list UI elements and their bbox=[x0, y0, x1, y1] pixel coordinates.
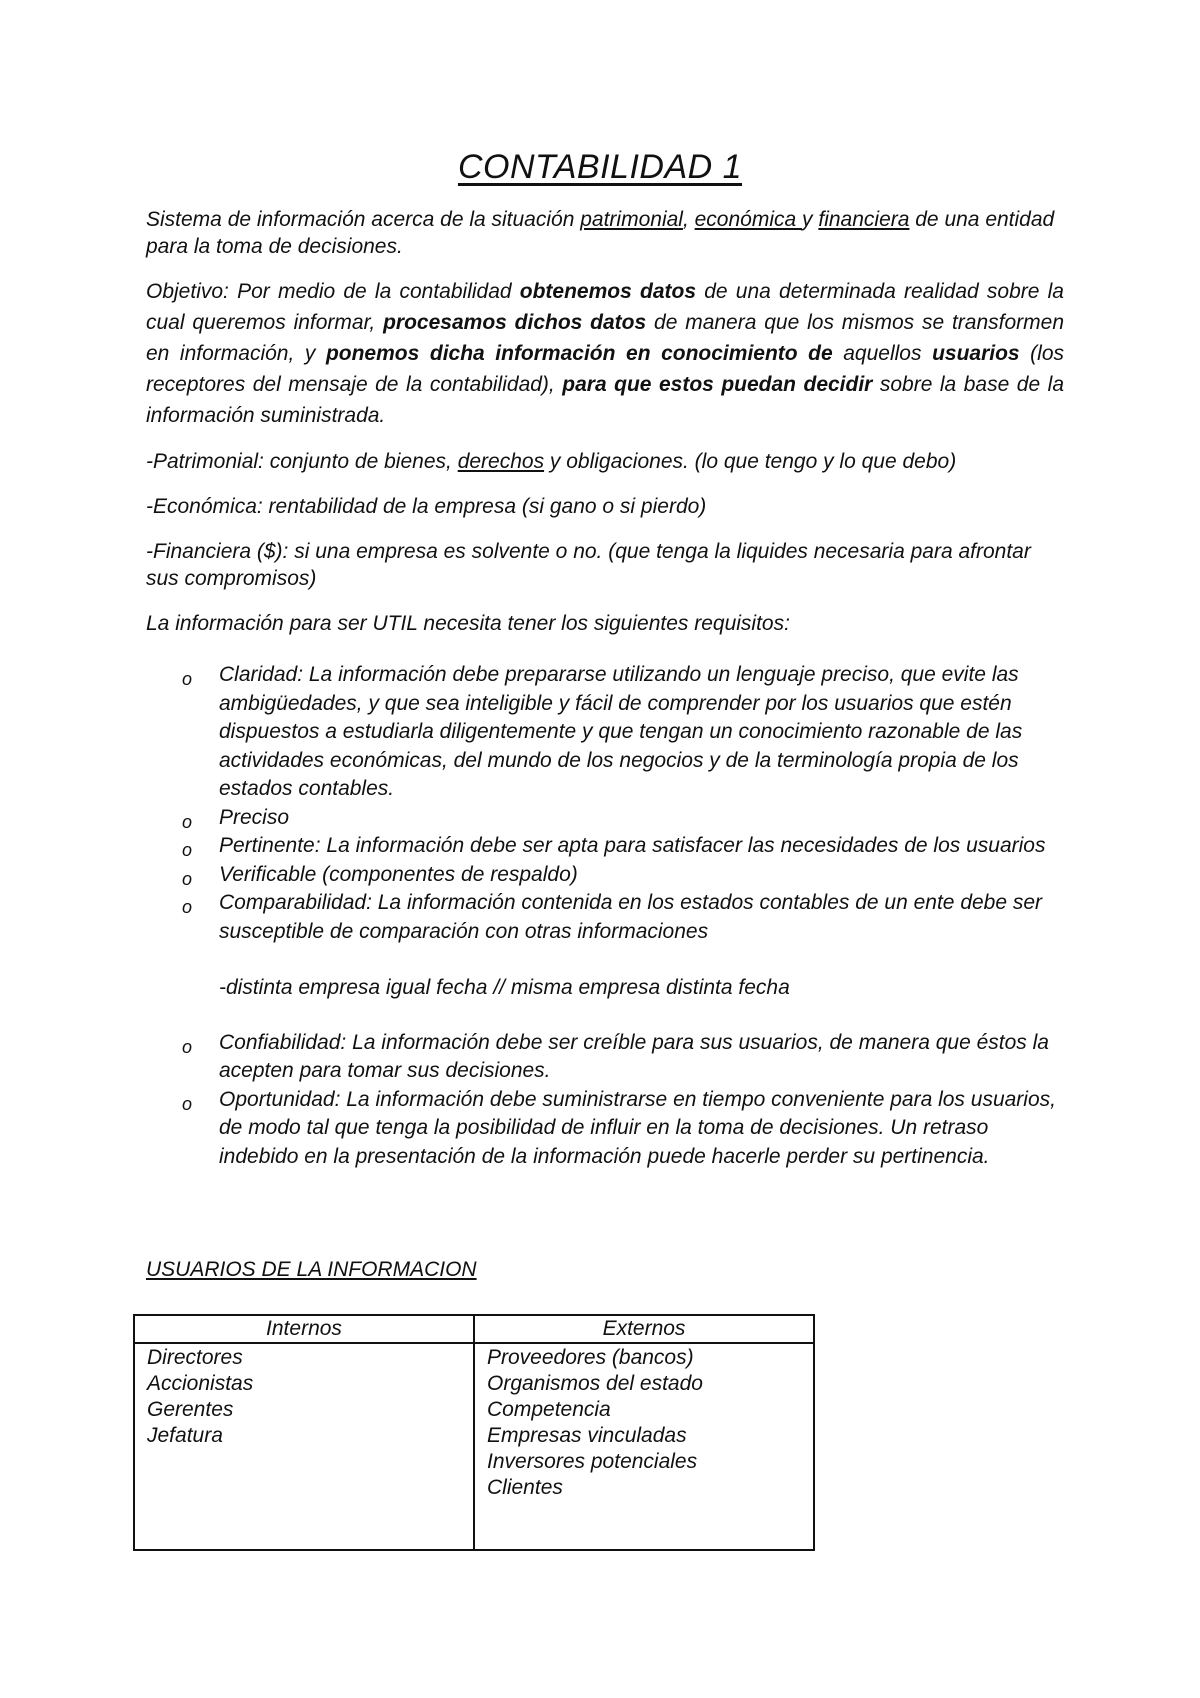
objective-paragraph bbox=[146, 276, 1064, 431]
objective-emphasis: para que estos puedan decidir bbox=[562, 373, 873, 396]
list-item bbox=[146, 832, 1064, 861]
table-cell-item: Empresas vinculadas bbox=[487, 1424, 687, 1447]
bullet-icon: o bbox=[182, 1036, 193, 1057]
column-header-externos: Externos bbox=[474, 1315, 814, 1343]
patrimonial-text: -Patrimonial: conjunto de bienes, bbox=[146, 450, 458, 473]
bullet-icon: o bbox=[182, 897, 193, 917]
objective-emphasis: usuarios bbox=[932, 342, 1020, 365]
term-derechos: derechos bbox=[457, 450, 545, 473]
users-table bbox=[133, 1314, 815, 1551]
requirements-list bbox=[146, 661, 1064, 1171]
requirement-text: Comparabilidad: La información contenida en los estados contables de un ente debe ser susceptible de comparación con otras informaciones bbox=[219, 891, 1043, 943]
externos-cell bbox=[474, 1343, 814, 1550]
term-patrimonial: patrimonial bbox=[580, 208, 683, 231]
patrimonial-text: y obligaciones. (lo que tengo y lo que debo) bbox=[544, 450, 957, 473]
requirement-text: Pertinente: La información debe ser apta para satisfacer las necesidades de los usuarios bbox=[219, 834, 1046, 857]
objective-emphasis: procesamos dichos datos bbox=[383, 311, 647, 334]
definition-text: y bbox=[802, 208, 819, 231]
objective-text: Objetivo: Por medio de la contabilidad bbox=[146, 280, 520, 303]
requirement-text: Verificable (componentes de respaldo) bbox=[219, 862, 578, 886]
financiera-definition: -Financiera ($): si una empresa es solvente o no. (que tenga la liquides necesaria para afrontar sus compromisos) bbox=[146, 540, 1031, 590]
objective-text: aquellos bbox=[832, 342, 933, 365]
table-cell-item: Gerentes bbox=[147, 1398, 234, 1421]
users-heading: USUARIOS DE LA INFORMACION bbox=[146, 1258, 477, 1281]
objective-text: sobre la base de la información suministrada. bbox=[146, 373, 1064, 427]
bullet-icon: o bbox=[182, 868, 193, 889]
table-cell-item: Proveedores (bancos) bbox=[487, 1346, 694, 1369]
requirement-text: Oportunidad: La información debe suministrarse en tiempo conveniente para los usuarios, de modo tal que tenga la posibilidad de influir en la toma de decisiones. Un retraso indebido en la presentación de la información puede hacerle perder su pertinencia. bbox=[219, 1087, 1056, 1168]
column-header-internos: Internos bbox=[134, 1315, 474, 1343]
requirement-text: Preciso bbox=[219, 805, 290, 829]
list-item bbox=[146, 1086, 1064, 1172]
table-cell-item: Inversores potenciales bbox=[487, 1450, 698, 1473]
definition-paragraph bbox=[146, 206, 1064, 260]
requirements-intro: La información para ser UTIL necesita tener los siguientes requisitos: bbox=[146, 612, 790, 635]
objective-emphasis: ponemos dicha información en conocimiento de bbox=[325, 342, 833, 365]
table-cell-item: Clientes bbox=[487, 1476, 563, 1499]
definition-text: de una entidad para la toma de decisiones. bbox=[146, 208, 1055, 258]
bullet-icon: o bbox=[182, 1093, 193, 1114]
list-item bbox=[146, 661, 1064, 804]
internos-cell bbox=[134, 1343, 474, 1550]
list-item bbox=[146, 1029, 1064, 1086]
objective-text: (los receptores del mensaje de la contabilidad), bbox=[146, 342, 1064, 396]
objective-text: de manera que los mismos se transformen en información, y bbox=[146, 311, 1065, 365]
requirement-text: Claridad: La información debe prepararse utilizando un lenguaje preciso, que evite las ambigüedades, y que sea inteligible y fácil de comprender por los usuarios que estén dispuestos a estudiarla diligentemente y que tengan un conocimiento razonable de las actividades económicas, del mundo de los negocios y de la terminología propia de los estados contables. bbox=[219, 663, 1023, 800]
requirement-text: Confiabilidad: La información debe ser creíble para sus usuarios, de manera que éstos la acepten para tomar sus decisiones. bbox=[219, 1030, 1049, 1082]
list-item bbox=[146, 889, 1064, 1003]
list-item bbox=[146, 804, 1064, 833]
economica-definition: -Económica: rentabilidad de la empresa (si gano o si pierdo) bbox=[146, 495, 707, 518]
table-header-row bbox=[134, 1315, 814, 1343]
definition-text: Sistema de información acerca de la situación bbox=[146, 208, 581, 231]
bullet-icon: o bbox=[182, 840, 193, 860]
table-cell-item: Directores bbox=[147, 1346, 243, 1369]
objective-text: de una determinada realidad sobre la cual queremos informar, bbox=[146, 280, 1064, 334]
patrimonial-definition bbox=[146, 448, 1064, 475]
bullet-icon: o bbox=[182, 811, 193, 832]
table-cell-item: Competencia bbox=[487, 1398, 611, 1421]
bullet-icon: o bbox=[182, 669, 193, 689]
page-title: CONTABILIDAD 1 bbox=[457, 148, 743, 186]
list-item bbox=[146, 861, 1064, 890]
objective-emphasis: obtenemos datos bbox=[519, 280, 697, 303]
term-economica: económica bbox=[694, 208, 803, 231]
table-cell-item: Jefatura bbox=[147, 1424, 223, 1447]
comparability-note: -distinta empresa igual fecha // misma empresa distinta fecha bbox=[219, 976, 790, 999]
table-cell-item: Organismos del estado bbox=[487, 1372, 703, 1395]
table-cell-item: Accionistas bbox=[147, 1372, 254, 1395]
table-row bbox=[134, 1343, 814, 1550]
term-financiera: financiera bbox=[818, 208, 910, 231]
definition-text: , bbox=[682, 208, 695, 231]
